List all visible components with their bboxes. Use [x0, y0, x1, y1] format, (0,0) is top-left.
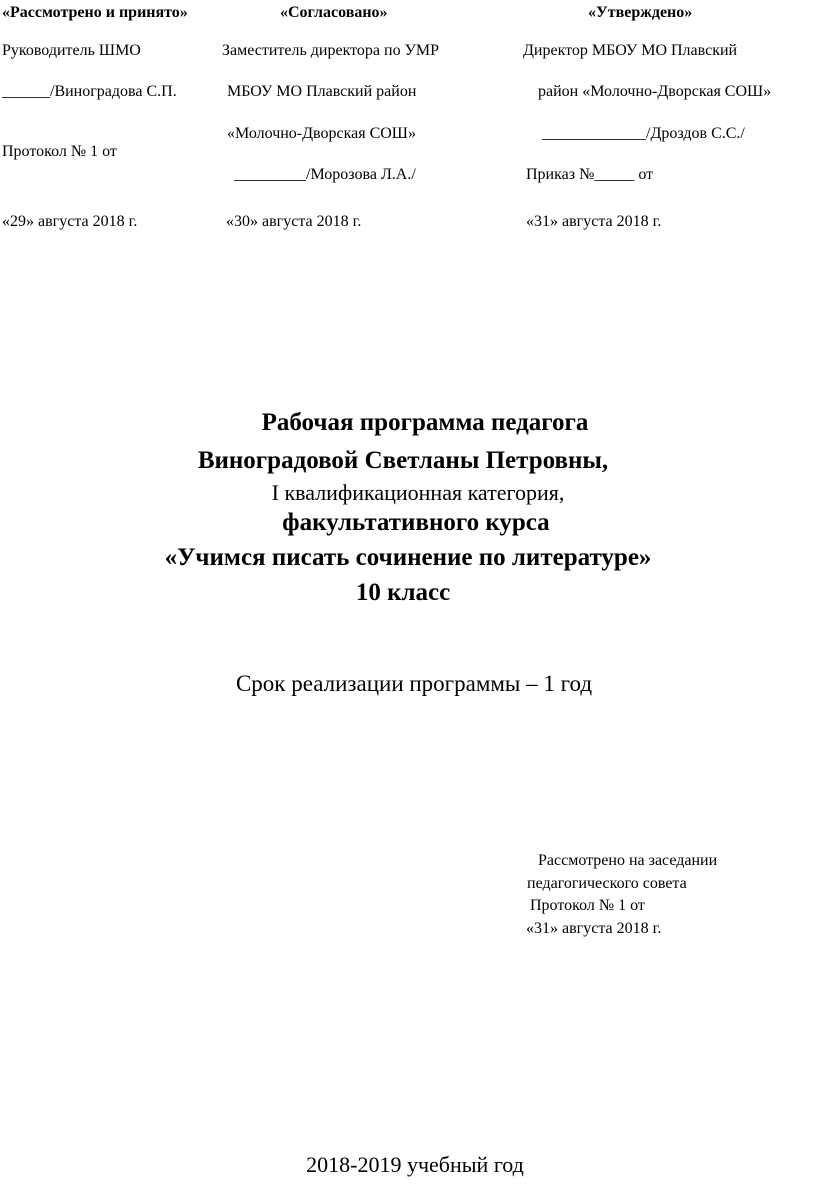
col2-org-line2: «Молочно-Дворская СОШ»: [227, 125, 416, 142]
col2-role: Заместитель директора по УМР: [222, 42, 440, 59]
col1-signature: ______/Виноградова С.П.: [2, 83, 177, 100]
title-line-course-name: «Учимся писать сочинение по литературе»: [164, 544, 652, 571]
col3-signature: _____________/Дроздов С.С./: [542, 125, 745, 142]
col3-role: Директор МБОУ МО Плавский: [523, 42, 738, 59]
col1-date: «29» августа 2018 г.: [2, 213, 138, 230]
col2-heading: «Согласовано»: [280, 4, 388, 21]
title-line-teacher: Виноградовой Светланы Петровны,: [197, 447, 609, 474]
col2-date: «30» августа 2018 г.: [226, 213, 362, 230]
program-term: Срок реализации программы – 1 год: [235, 671, 593, 696]
council-line1: Рассмотрено на заседании: [538, 852, 718, 869]
title-line-program: Рабочая программа педагога: [261, 409, 589, 436]
col1-role: Руководитель ШМО: [2, 42, 141, 59]
academic-year: 2018-2019 учебный год: [306, 1152, 524, 1177]
col1-protocol: Протокол № 1 от: [2, 143, 117, 160]
council-line2: педагогического совета: [527, 875, 687, 892]
council-line3: Протокол № 1 от: [530, 897, 645, 914]
col3-org-line: район «Молочно-Дворская СОШ»: [538, 83, 772, 100]
col2-org-line1: МБОУ МО Плавский район: [227, 83, 417, 100]
title-line-grade: 10 класс: [355, 579, 451, 606]
col1-heading: «Рассмотрено и принято»: [2, 4, 188, 21]
col2-signature: _________/Морозова Л.А./: [234, 166, 416, 183]
council-line4: «31» августа 2018 г.: [526, 920, 662, 937]
title-line-category: I квалификационная категория,: [271, 480, 565, 505]
col3-order: Приказ №_____ от: [526, 166, 654, 183]
col3-date: «31» августа 2018 г.: [526, 213, 662, 230]
col3-heading: «Утверждено»: [588, 4, 693, 21]
title-line-course: факультативного курса: [282, 509, 550, 536]
